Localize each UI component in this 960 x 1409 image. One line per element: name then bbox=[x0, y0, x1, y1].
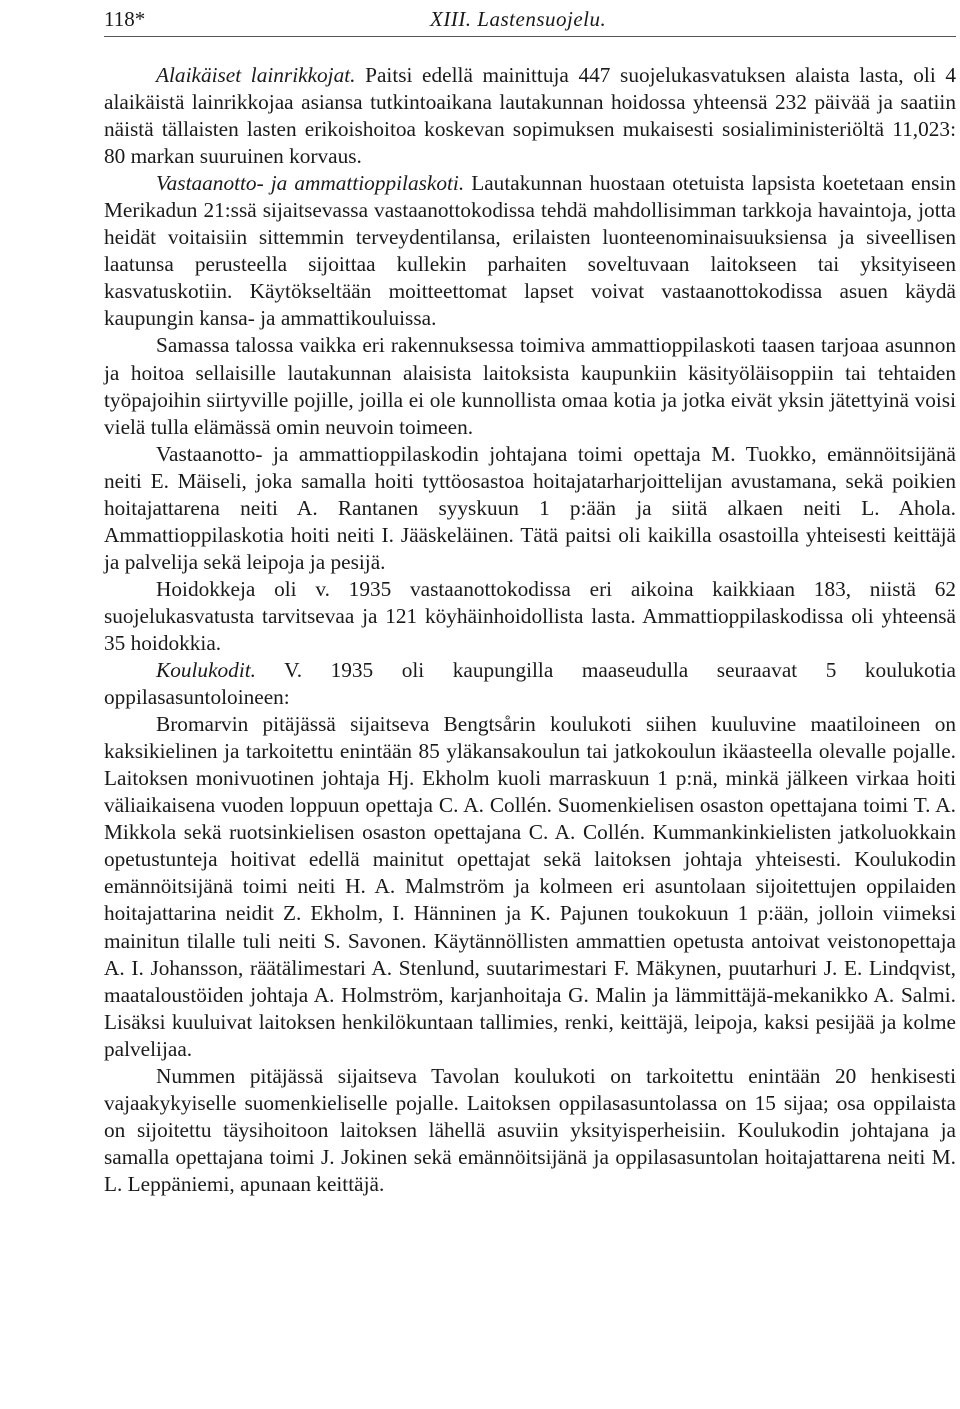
paragraph-koulukodit bbox=[104, 657, 956, 711]
running-head: XIII. Lastensuojelu. bbox=[430, 7, 607, 31]
paragraph: Nummen pitäjässä sijaitseva Tavolan koulukoti on tarkoitettu enintään 20 henkisesti vajaakykyiselle suomenkieliselle pojalle. Laitoksen oppilasasuntolassa on 15 sijaa; osa oppilaista on sijoitettu täysihoitoon laitoksen lähellä asuviin yksityisperheisiin. Koulukodin johtajana ja samalla opettajana toimi J. Jokinen sekä emännöitsijänä ja oppilasasuntolan hoitajattarena neiti M. L. Leppäniemi, apunaan keittäjä. bbox=[104, 1063, 956, 1196]
header-rule bbox=[104, 36, 956, 37]
paragraph-alaikaiset bbox=[104, 62, 956, 170]
paragraph: Vastaanotto- ja ammattioppilaskodin johtajana toimi opettaja M. Tuokko, emännöitsijänä neiti E. Mäiseli, joka samalla hoiti tyttöosastoa hoitajatarharjoittelijan avustamana, sekä poikien hoitajattarena neiti A. Rantanen syyskuun 1 p:ään ja siitä alkaen neiti L. Ahola. Ammattioppilaskotia hoiti neiti I. Jääskeläinen. Tätä paitsi oli kaikilla osastoilla yhteisesti keittäjä ja palvelija sekä leipoja ja pesijä. bbox=[104, 441, 956, 574]
paragraph-vastaanotto bbox=[104, 170, 956, 332]
paragraph-text: Lautakunnan huostaan otetuista lapsista koetetaan ensin Merikadun 21:ssä sijaitsevassa vastaanottokodissa tehdä mahdollisimman tarkkoja havaintoja, jotta heidät voitaisiin sittemmin terveydentilansa, erilaisten luonteenominaisuuksiensa ja siveellisen laatunsa perusteella sijoittaa kullekin parhaiten soveltuvaan laitokseen tai yksityiseen kasvatuskotiin. Käytökseltään moitteettomat lapset voivat vastaanottokodissa asuen käydä kaupungin kansa- ja ammattikouluissa. bbox=[104, 171, 957, 331]
paragraph: Hoidokkeja oli v. 1935 vastaanottokodissa eri aikoina kaikkiaan 183, niistä 62 suojelukasvatusta tarvitsevaa ja 121 köyhäinhoidollista lasta. Ammattioppilaskodissa oli yhteensä 35 hoidokkia. bbox=[104, 576, 956, 655]
page-number: 118* bbox=[104, 7, 146, 31]
body-text bbox=[104, 62, 956, 1198]
paragraph-text: Paitsi edellä mainittuja 447 suojelukasvatuksen alaista lasta, oli 4 alaikäistä lainrikkojaa asiansa tutkintoaikana lautakunnan hoidossa yhteensä 232 päivää ja saatiin näistä tällaisten lasten erikoishoitoa koskevan sopimuksen mukaisesti sosialiministeriöltä 11,023: 80 markan suuruinen korvaus. bbox=[104, 63, 956, 169]
paragraph: Bromarvin pitäjässä sijaitseva Bengtsårin koulukoti siihen kuuluvine maatiloineen on kaksikielinen ja tarkoitettu enintään 85 yläkansakoulun tai jatkokoulun ikäasteella olevalle pojalle. Laitoksen monivuotinen johtaja Hj. Ekholm kuoli marraskuun 1 p:nä, minkä jälkeen virkaa hoiti väliaikaisena vuoden loppuun opettaja C. A. Collén. Suomenkielisen osaston opettajana toimi T. A. Mikkola sekä ruotsinkielisen osaston opettajana C. A. Collén. Kummankinkielisten jatkoluokkain opetustunteja hoitivat edellä mainitut opettajat sekä laitoksen johtaja yhteisesti. Koulukodin emännöitsijänä toimi neiti H. A. Malmström ja kolmeen eri asuntolaan sijoitettujen oppilaiden hoitajattarina neidit Z. Ekholm, I. Hänninen ja K. Pajunen toukokuun 1 p:ään, jolloin viimeksi mainitun tilalle tuli neiti S. Savonen. Käytännöllisten ammattien opetusta antoivat veistonopettaja A. I. Johansson, räätälimestari A. Stenlund, suutarimestari F. Mäkynen, puutarhuri J. E. Lindqvist, maataloustöiden johtaja A. Holmström, karjanhoitaja G. Malin ja lämmittäjä-mekanikko A. Salmi. Lisäksi kuuluivat laitoksen henkilökuntaan tallimies, renki, keittäjä, leipoja, kaksi pesijää ja kolme palvelijaa. bbox=[104, 712, 956, 1061]
section-heading: Vastaanotto- ja ammattioppilaskoti. bbox=[156, 171, 465, 196]
page-header bbox=[104, 4, 956, 34]
paragraph: Samassa talossa vaikka eri rakennuksessa toimiva ammattioppilaskoti taasen tarjoaa asunnon ja hoitoa sellaisille lautakunnan alaisista laitoksista kaupunkiin käsityöläisoppiin tai tehtaiden työpajoihin siirtyville pojille, joilla ei ole kunnollista omaa kotia ja jotka eivät yksin jätettyinä voisi vielä tulla elämässä omin neuvoin toimeen. bbox=[104, 333, 956, 439]
section-heading: Alaikäiset lainrikkojat. bbox=[156, 63, 356, 87]
section-heading: Koulukodit. bbox=[156, 658, 256, 683]
paragraph-text: V. 1935 oli kaupungilla maaseudulla seuraavat 5 koulukotia oppilasasuntoloineen: bbox=[104, 658, 956, 710]
